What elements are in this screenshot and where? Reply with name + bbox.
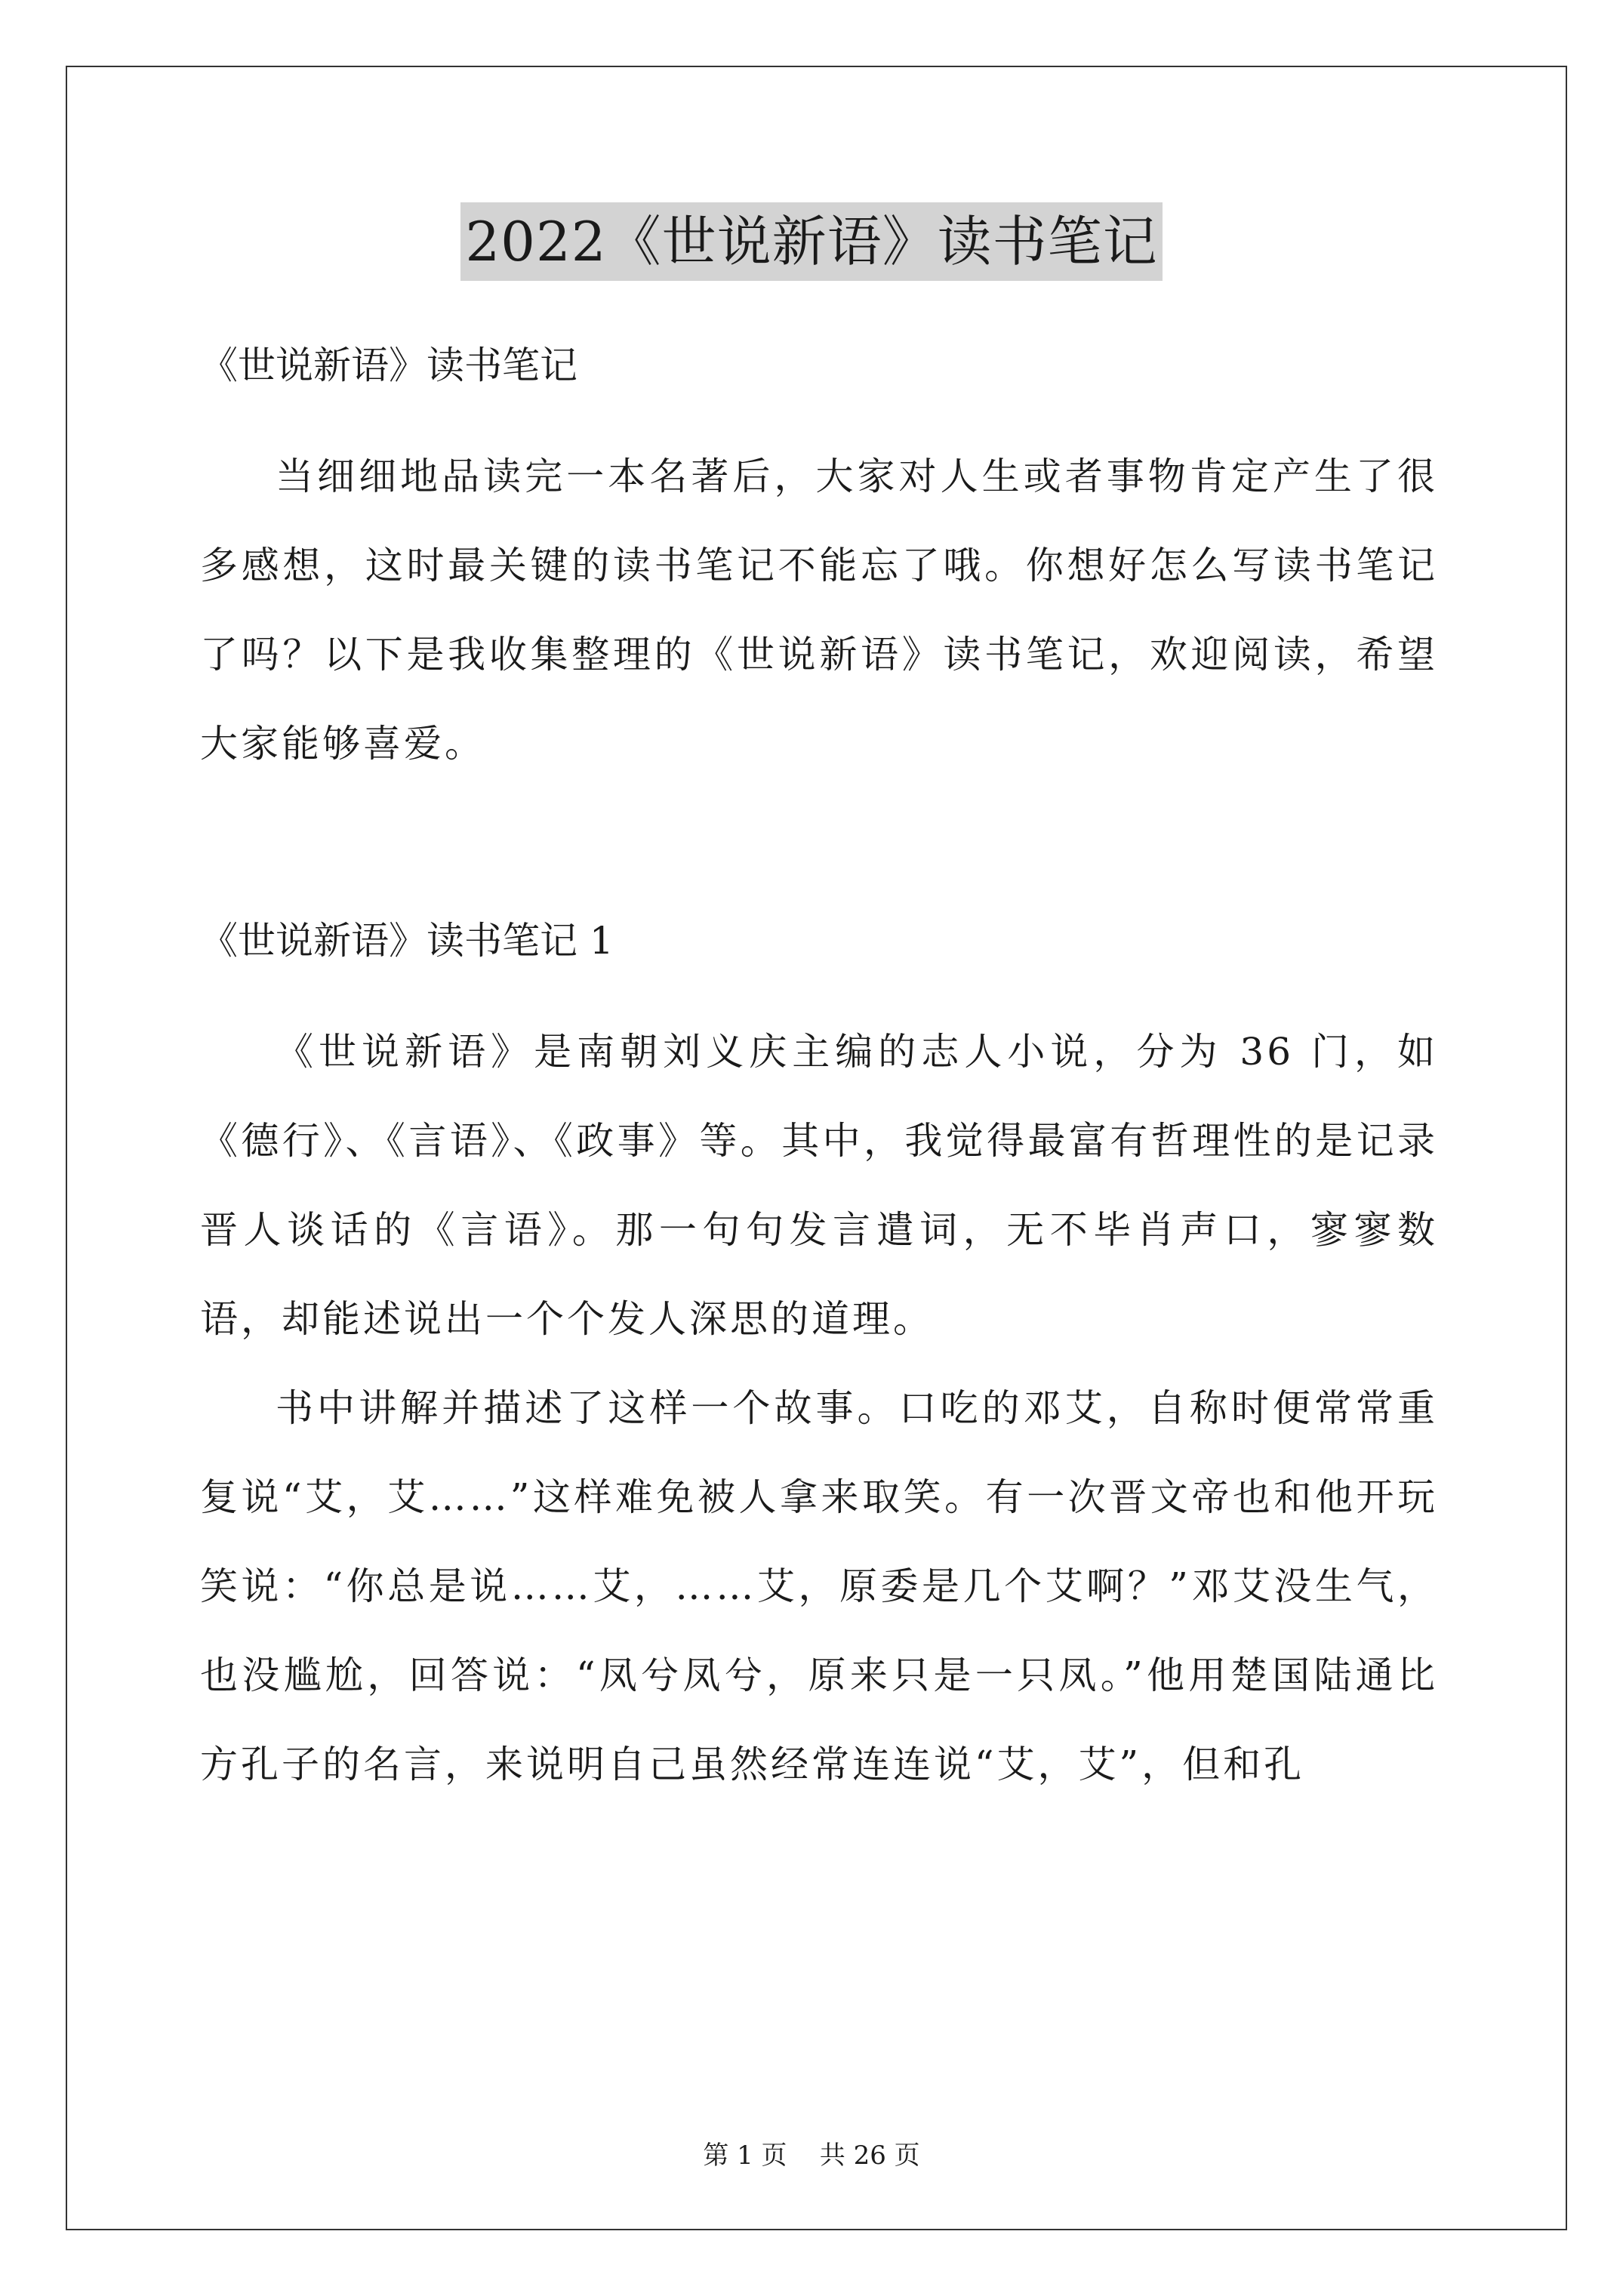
title-container (0, 202, 1623, 281)
paragraph: 书中讲解并描述了这样一个故事。口吃的邓艾，自称时便常常重复说“艾，艾……”这样难免被人拿来取笑。有一次晋文帝也和他开玩笑说：“你总是说……艾，……艾，原委是几个艾啊？”邓艾没生气，也没尴尬，回答说：“凤兮凤兮，原来只是一只凤。”他用楚国陆通比方孔子的名言，来说明自己虽然经常连连说“艾，艾”，但和孔 (200, 1386, 1438, 1786)
section-heading: 《世说新语》读书笔记 (200, 344, 577, 387)
document-body (200, 302, 1438, 1809)
paragraph: 当细细地品读完一本名著后，大家对人生或者事物肯定产生了很多感想，这时最关键的读书笔记不能忘了哦。你想好怎么写读书笔记了吗？以下是我收集整理的《世说新语》读书笔记，欢迎阅读，希望大家能够喜爱。 (200, 455, 1438, 766)
paragraph: 《世说新语》是南朝刘义庆主编的志人小说，分为 36 门，如《德行》、《言语》、《政事》等。其中，我觉得最富有哲理性的是记录晋人谈话的《言语》。那一句句发言遣词，无不毕肖声口，寥寥数语，却能述说出一个个发人深思的道理。 (200, 1030, 1438, 1341)
page-footer: 第 1 页 共 26 页 (703, 2140, 920, 2171)
document-title: 2022《世说新语》读书笔记 (460, 202, 1162, 281)
section-heading: 《世说新语》读书笔记 1 (200, 919, 614, 963)
